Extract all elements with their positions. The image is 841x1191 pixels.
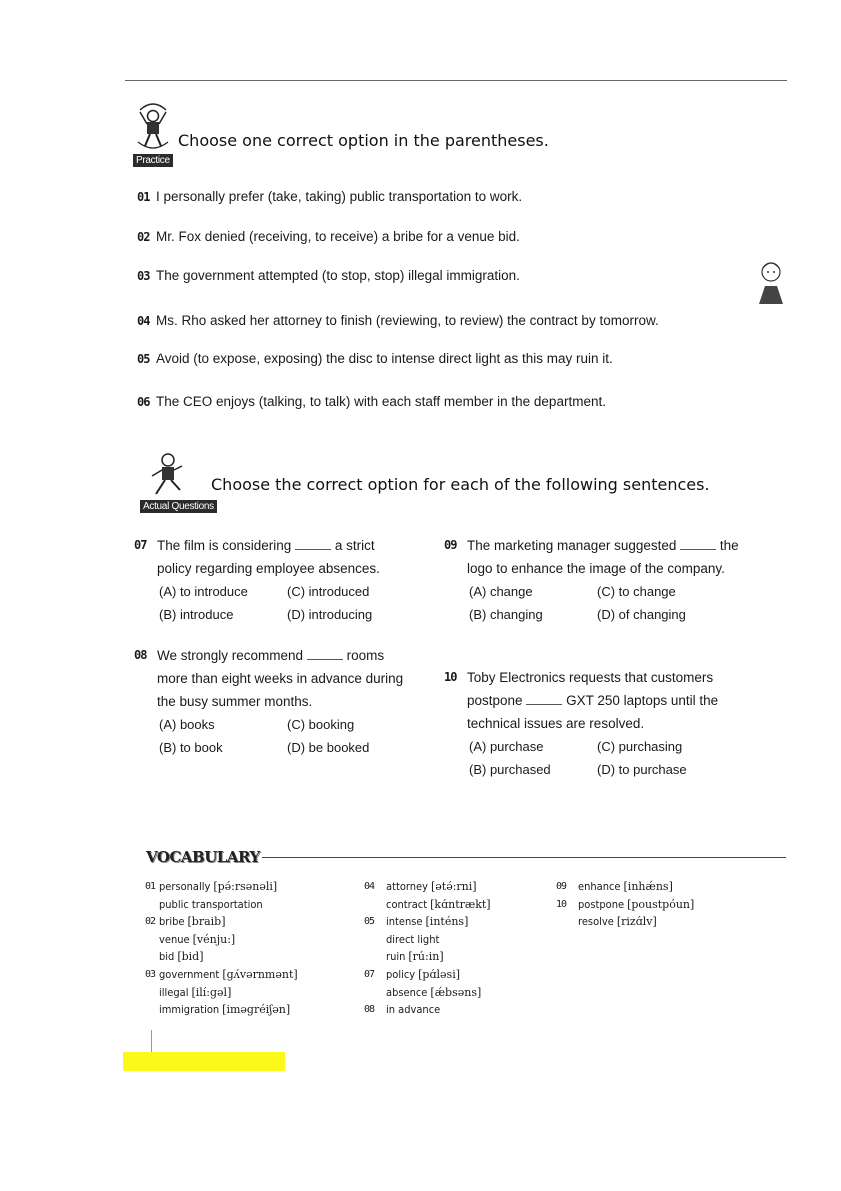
vocab-entry: public transportation: [159, 897, 263, 911]
practice-badge: Practice: [133, 154, 173, 167]
question-10: 10 Toby Electronics requests that customers postpone GXT 250 laptops until the technical issues are resolved. (A) purchase (C) purchasing (B) purchased (D) to purchase: [467, 666, 739, 781]
question-07: 07 The film is considering a strict policy regarding employee absences. (A) to introduce (C) introduced (B) introduce (D) introducing: [157, 534, 407, 626]
vocab-entry: 09 enhance [inhǽns]: [556, 880, 673, 893]
vocab-entry: illegal [ilí:gəl]: [159, 985, 232, 999]
vocab-entry: 07 policy [pɑ́ləsi]: [364, 967, 460, 981]
vocab-entry: 10 postpone [poustpóun]: [556, 897, 695, 911]
actual-questions-badge: Actual Questions: [140, 500, 217, 513]
options: (A) purchase (C) purchasing (B) purchased (D) to purchase: [469, 739, 687, 777]
vocab-entry: absence [ǽbsəns]: [386, 985, 482, 999]
options: (A) to introduce (C) introduced (B) introduce (D) introducing: [159, 584, 373, 622]
person-illustration-icon: [755, 258, 787, 306]
vocab-column-2: [364, 878, 491, 1019]
answer-blank: [680, 539, 716, 550]
vocab-entry: bid [bid]: [159, 950, 204, 964]
actual-questions-title: Choose the correct option for each of the following sentences.: [211, 475, 710, 494]
vocab-entry: resolve [rizɑ́lv]: [578, 915, 657, 929]
options: (A) change (C) to change (B) changing (D) of changing: [469, 584, 686, 622]
practice-item: 01 I personally prefer (take, taking) public transportation to work.: [137, 189, 523, 204]
vocabulary-header: [146, 848, 260, 866]
practice-item: 04 Ms. Rho asked her attorney to finish (reviewing, to review) the contract by tomorrow.: [137, 313, 659, 328]
running-kid-icon: [146, 450, 188, 500]
vocab-entry: 08 in advance: [364, 1003, 441, 1017]
vocab-entry: direct light: [386, 932, 440, 946]
vocab-entry: 01 personally [pə́:rsənəli]: [145, 880, 278, 893]
vocab-entry: 02 bribe [braib]: [145, 915, 226, 929]
vocab-entry: 05 intense [inténs]: [364, 915, 469, 929]
options: (A) books (C) booking (B) to book (D) be booked: [159, 717, 370, 755]
jump-rope-kid-icon: [132, 102, 174, 152]
practice-item: 05 Avoid (to expose, exposing) the disc to intense direct light as this may ruin it.: [137, 351, 613, 366]
vocab-entry: 03 government [gʌ́vərnmənt]: [145, 967, 298, 981]
practice-item: 06 The CEO enjoys (talking, to talk) with each staff member in the department.: [137, 394, 606, 409]
practice-title: Choose one correct option in the parentheses.: [178, 131, 549, 150]
vocab-entry: venue [vénju:]: [159, 932, 236, 946]
practice-item: 03 The government attempted (to stop, stop) illegal immigration.: [137, 268, 520, 283]
vocab-entry: ruin [rú:in]: [386, 950, 444, 964]
question-08: 08 We strongly recommend rooms more than eight weeks in advance during the busy summer months. (A) books (C) booking (B) to book (D) be booked: [157, 644, 415, 759]
vocab-entry: contract [kɑ́ntrækt]: [386, 897, 491, 911]
yellow-highlight: [123, 1052, 285, 1071]
question-09: 09 The marketing manager suggested the logo to enhance the image of the company. (A) change (C) to change (B) changing (D) of changing: [467, 534, 739, 626]
vocabulary-logo: VOCABULARY: [146, 848, 260, 866]
vocab-column-1: [147, 878, 298, 1019]
practice-item: 02 Mr. Fox denied (receiving, to receive) a bribe for a venue bid.: [137, 229, 520, 244]
answer-blank: [526, 694, 562, 705]
top-divider: [125, 80, 787, 81]
vocab-entry: 04 attorney [ətə́:rni]: [364, 880, 477, 893]
vocab-entry: immigration [iməgréiʃən]: [159, 1003, 291, 1017]
vocab-column-3: [556, 878, 695, 931]
answer-blank: [295, 539, 331, 550]
answer-blank: [307, 649, 343, 660]
vocabulary-divider: [262, 857, 786, 858]
margin-mark: [151, 1030, 152, 1052]
